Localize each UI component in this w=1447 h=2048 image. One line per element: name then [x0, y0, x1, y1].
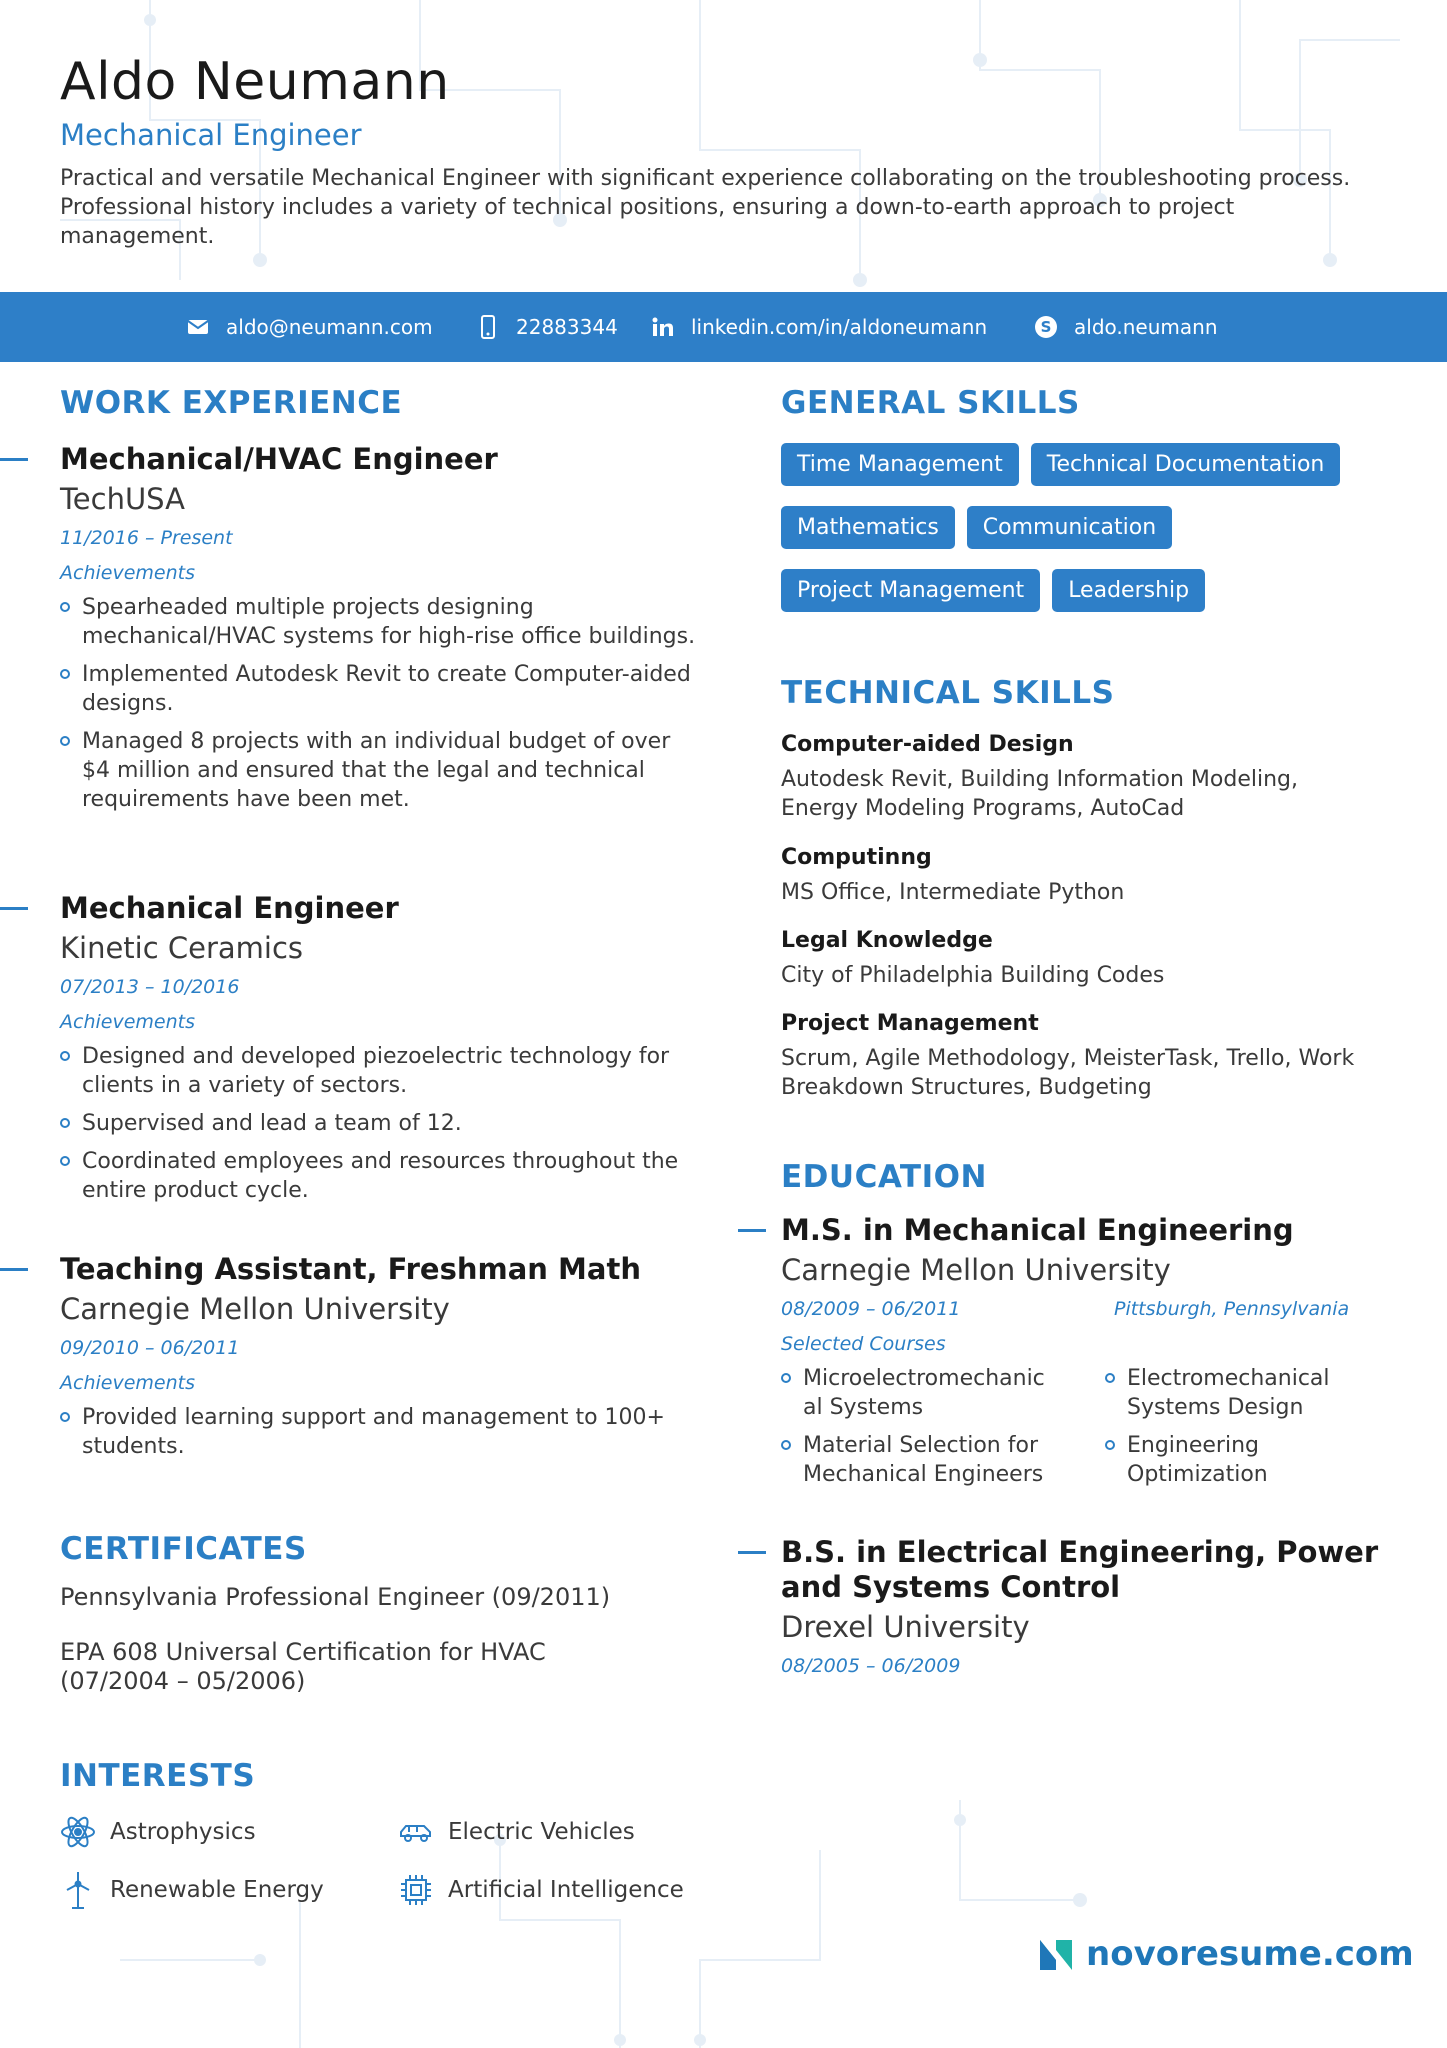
job-company: TechUSA	[60, 482, 185, 516]
job-dates: 11/2016 – Present	[60, 527, 233, 549]
phone-text: 22883344	[516, 315, 618, 339]
work-experience-heading: WORK EXPERIENCE	[60, 385, 403, 421]
courses-list	[1105, 1364, 1395, 1498]
certificates-heading: CERTIFICATES	[60, 1531, 307, 1567]
interest-label: Astrophysics	[110, 1819, 256, 1845]
list-item: Implemented Autodesk Revit to create Computer-aided designs.	[60, 660, 700, 718]
candidate-title: Mechanical Engineer	[60, 118, 362, 152]
interests-heading: INTERESTS	[60, 1758, 256, 1794]
job-marker	[0, 907, 28, 910]
skype-text: aldo.neumann	[1074, 315, 1218, 339]
skill-tag: Time Management	[781, 443, 1019, 486]
job-achievements-label: Achievements	[60, 1372, 195, 1394]
education-dates: 08/2005 – 06/2009	[781, 1655, 961, 1677]
list-item: Material Selection for Mechanical Engineers	[781, 1431, 1071, 1489]
list-item: Supervised and lead a team of 12.	[60, 1109, 710, 1138]
job-title: Mechanical Engineer	[60, 891, 399, 925]
interest-item	[60, 1814, 256, 1850]
skill-tag: Communication	[967, 506, 1172, 549]
brand-text: novoresume.com	[1086, 1934, 1414, 1974]
job-title: Mechanical/HVAC Engineer	[60, 442, 498, 476]
contact-email[interactable]	[186, 292, 433, 362]
linkedin-text: linkedin.com/in/aldoneumann	[691, 315, 988, 339]
job-achievements-label: Achievements	[60, 1011, 195, 1033]
technical-skills-heading: TECHNICAL SKILLS	[781, 675, 1115, 711]
general-skills-list	[781, 443, 1381, 632]
list-item: Provided learning support and management to 100+ students.	[60, 1403, 700, 1461]
interest-label: Artificial Intelligence	[448, 1877, 684, 1903]
skill-tag: Project Management	[781, 569, 1040, 612]
job-achievements-label: Achievements	[60, 562, 195, 584]
novoresume-logo-mark	[1036, 1936, 1076, 1972]
education-dates: 08/2009 – 06/2011	[781, 1298, 961, 1320]
degree-title: M.S. in Mechanical Engineering	[781, 1213, 1294, 1247]
list-item: Electromechanical Systems Design	[1105, 1364, 1395, 1422]
job-marker	[0, 458, 28, 461]
job-bullets	[60, 1403, 700, 1470]
wind-turbine-icon	[60, 1872, 96, 1908]
email-text: aldo@neumann.com	[226, 315, 433, 339]
envelope-icon	[186, 315, 210, 339]
contact-linkedin[interactable]	[651, 292, 987, 362]
tech-skill-group-title: Legal Knowledge	[781, 928, 993, 953]
linkedin-icon	[651, 315, 675, 339]
list-item: Spearheaded multiple projects designing mechanical/HVAC systems for high-rise office buildings.	[60, 593, 700, 651]
education-location: Pittsburgh, Pennsylvania	[1114, 1298, 1350, 1320]
job-bullets	[60, 593, 700, 823]
courses-list	[781, 1364, 1071, 1498]
education-marker	[738, 1229, 766, 1232]
interest-item	[398, 1814, 635, 1850]
novoresume-logo[interactable]	[1036, 1934, 1414, 1974]
general-skills-heading: GENERAL SKILLS	[781, 385, 1080, 421]
courses-label: Selected Courses	[781, 1333, 946, 1355]
interest-item	[60, 1872, 324, 1908]
job-dates: 09/2010 – 06/2011	[60, 1337, 240, 1359]
skill-tag: Technical Documentation	[1031, 443, 1341, 486]
svg-text:S: S	[1040, 318, 1052, 336]
job-dates: 07/2013 – 10/2016	[60, 976, 240, 998]
atom-icon	[60, 1814, 96, 1850]
tech-skill-group-body: MS Office, Intermediate Python	[781, 880, 1125, 905]
list-item: Designed and developed piezoelectric technology for clients in a variety of sectors.	[60, 1042, 710, 1100]
phone-icon	[476, 315, 500, 339]
chip-icon	[398, 1872, 434, 1908]
skill-tag: Mathematics	[781, 506, 955, 549]
contact-skype[interactable]	[1034, 292, 1218, 362]
list-item: Engineering Optimization	[1105, 1431, 1395, 1489]
job-bullets	[60, 1042, 710, 1214]
tech-skill-group-title: Computinng	[781, 845, 932, 870]
list-item: Coordinated employees and resources throughout the entire product cycle.	[60, 1147, 710, 1205]
job-title: Teaching Assistant, Freshman Math	[60, 1252, 641, 1286]
summary-text: Practical and versatile Mechanical Engineer with significant experience collaborating on the troubleshooting process. Professional history includes a variety of technical positions, ensuring a down-to-earth approach to project management.	[60, 166, 1351, 249]
candidate-name: Aldo Neumann	[60, 52, 450, 112]
school-name: Drexel University	[781, 1610, 1030, 1644]
job-company: Kinetic Ceramics	[60, 931, 304, 965]
skill-row	[781, 443, 1381, 486]
school-name: Carnegie Mellon University	[781, 1253, 1171, 1287]
degree-title: B.S. in Electrical Engineering, Power and Systems Control	[781, 1535, 1379, 1604]
skill-tag: Leadership	[1052, 569, 1205, 612]
skill-row	[781, 506, 1381, 549]
tech-skill-group-body: Autodesk Revit, Building Information Modeling, Energy Modeling Programs, AutoCad	[781, 767, 1298, 821]
list-item: Managed 8 projects with an individual budget of over $4 million and ensured that the legal and technical requirements have been met.	[60, 727, 700, 814]
tech-skill-group-title: Computer-aided Design	[781, 732, 1074, 757]
certificate-item: EPA 608 Universal Certification for HVAC (07/2004 – 05/2006)	[60, 1638, 546, 1695]
job-company: Carnegie Mellon University	[60, 1292, 450, 1326]
interest-item	[398, 1872, 684, 1908]
car-icon	[398, 1814, 434, 1850]
contact-phone[interactable]	[476, 292, 618, 362]
interest-label: Renewable Energy	[110, 1877, 324, 1903]
skill-row	[781, 569, 1381, 612]
tech-skill-group-body: Scrum, Agile Methodology, MeisterTask, Trello, Work Breakdown Structures, Budgeting	[781, 1046, 1355, 1100]
skype-icon	[1034, 315, 1058, 339]
list-item: Microelectromechanic al Systems	[781, 1364, 1071, 1422]
tech-skill-group-body: City of Philadelphia Building Codes	[781, 963, 1165, 988]
certificate-item: Pennsylvania Professional Engineer (09/2011)	[60, 1583, 611, 1611]
contact-bar	[0, 292, 1447, 362]
education-marker	[738, 1551, 766, 1554]
interest-label: Electric Vehicles	[448, 1819, 635, 1845]
job-marker	[0, 1268, 28, 1271]
education-heading: EDUCATION	[781, 1159, 987, 1195]
tech-skill-group-title: Project Management	[781, 1011, 1039, 1036]
